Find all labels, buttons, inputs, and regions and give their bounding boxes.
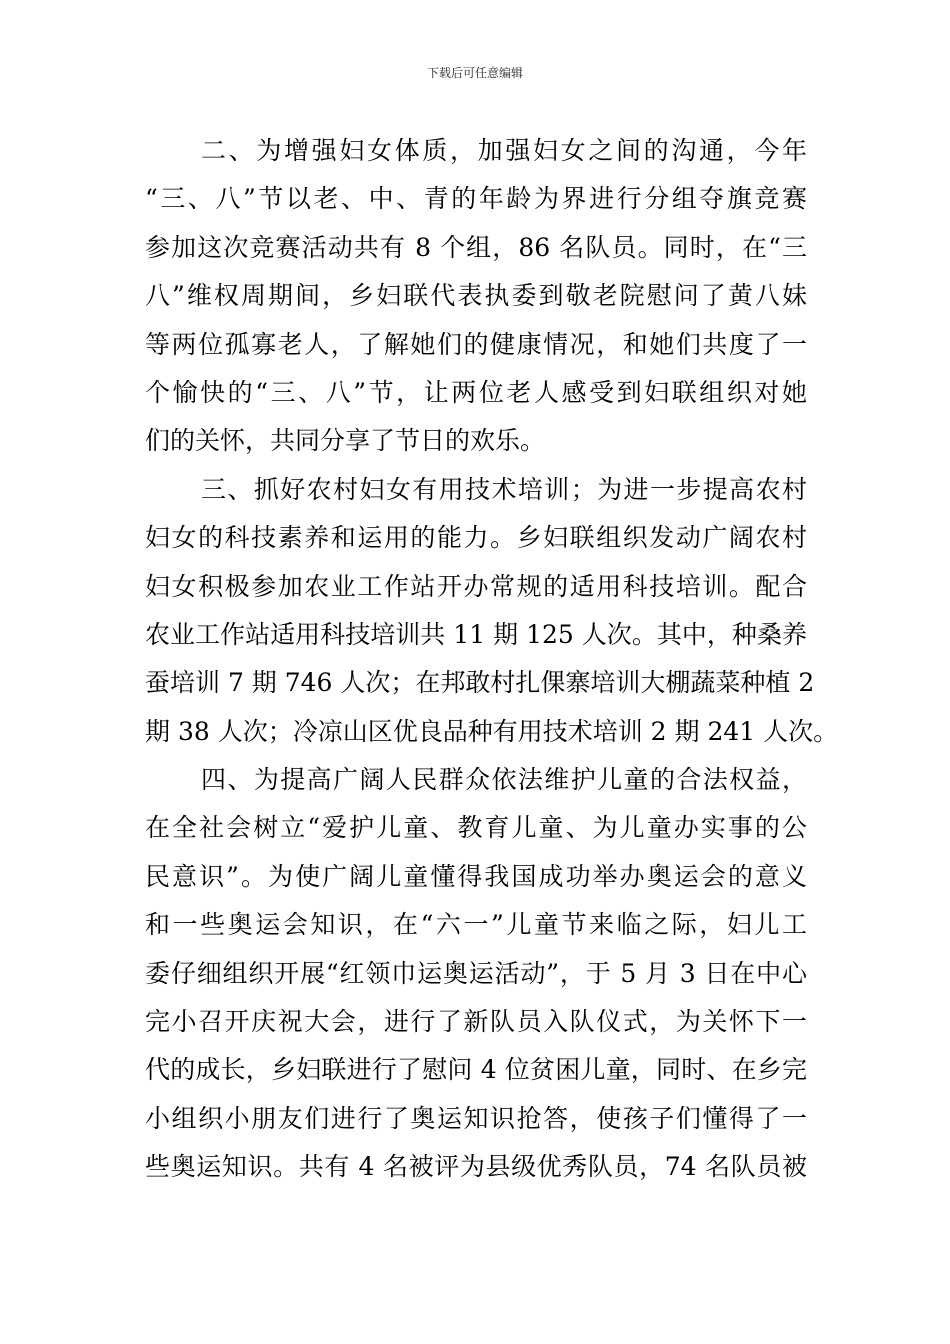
text-line: 期 38 人次；冷凉山区优良品种有用技术培训 2 期 241 人次。 (145, 716, 839, 746)
paragraph-2 (145, 127, 807, 466)
text-line: 些奥运知识。共有 4 名被评为县级优秀队员，74 名队员被 (145, 1152, 807, 1182)
paragraph-3 (145, 466, 839, 756)
text-line: 个愉快的“三、八”节，让两位老人感受到妇联组织对她 (145, 377, 807, 407)
text-line: 妇女的科技素养和运用的能力。乡妇联组织发动广阔农村 (145, 523, 807, 553)
text-line: 委仔细组织开展“红领巾运奥运活动”，于 5 月 3 日在中心 (145, 958, 807, 988)
text-line: 小组织小朋友们进行了奥运知识抢答，使孩子们懂得了一 (145, 1103, 807, 1133)
text-line: 八”维权周期间，乡妇联代表执委到敬老院慰问了黄八妹 (145, 281, 807, 311)
text-line: 们的关怀，共同分享了节日的欢乐。 (145, 426, 546, 456)
text-line: 参加这次竞赛活动共有 8 个组，86 名队员。同时，在“三 (145, 232, 807, 262)
text-line: 民意识”。为使广阔儿童懂得我国成功举办奥运会的意义 (145, 861, 807, 891)
text-line: 完小召开庆祝大会，进行了新队员入队仪式，为关怀下一 (145, 1007, 807, 1037)
text-line: 在全社会树立“爱护儿童、教育儿童、为儿童办实事的公 (145, 813, 807, 843)
document-body (145, 127, 839, 1192)
page-header: 下载后可任意编辑 (426, 66, 523, 80)
text-line: 妇女积极参加农业工作站开办常规的适用科技培训。配合 (145, 571, 807, 601)
text-line: 等两位孤寡老人，了解她们的健康情况，和她们共度了一 (145, 329, 807, 359)
text-line: 和一些奥运会知识，在“六一”儿童节来临之际，妇儿工 (145, 910, 807, 940)
text-line: “三、八”节以老、中、青的年龄为界进行分组夺旗竞赛 (145, 184, 807, 214)
text-line: 农业工作站适用科技培训共 11 期 125 人次。其中，种桑养 (145, 619, 807, 649)
text-line: 二、为增强妇女体质，加强妇女之间的沟通，今年 (201, 136, 807, 165)
text-line: 三、抓好农村妇女有用技术培训；为进一步提高农村 (201, 474, 807, 504)
text-line: 蚕培训 7 期 746 人次；在邦敢村扎倮寨培训大棚蔬菜种植 2 (145, 668, 815, 698)
text-line: 四、为提高广阔人民群众依法维护儿童的合法权益， (201, 765, 807, 795)
paragraph-4 (145, 756, 807, 1192)
text-line: 代的成长，乡妇联进行了慰问 4 位贫困儿童，同时、在乡完 (145, 1055, 807, 1085)
